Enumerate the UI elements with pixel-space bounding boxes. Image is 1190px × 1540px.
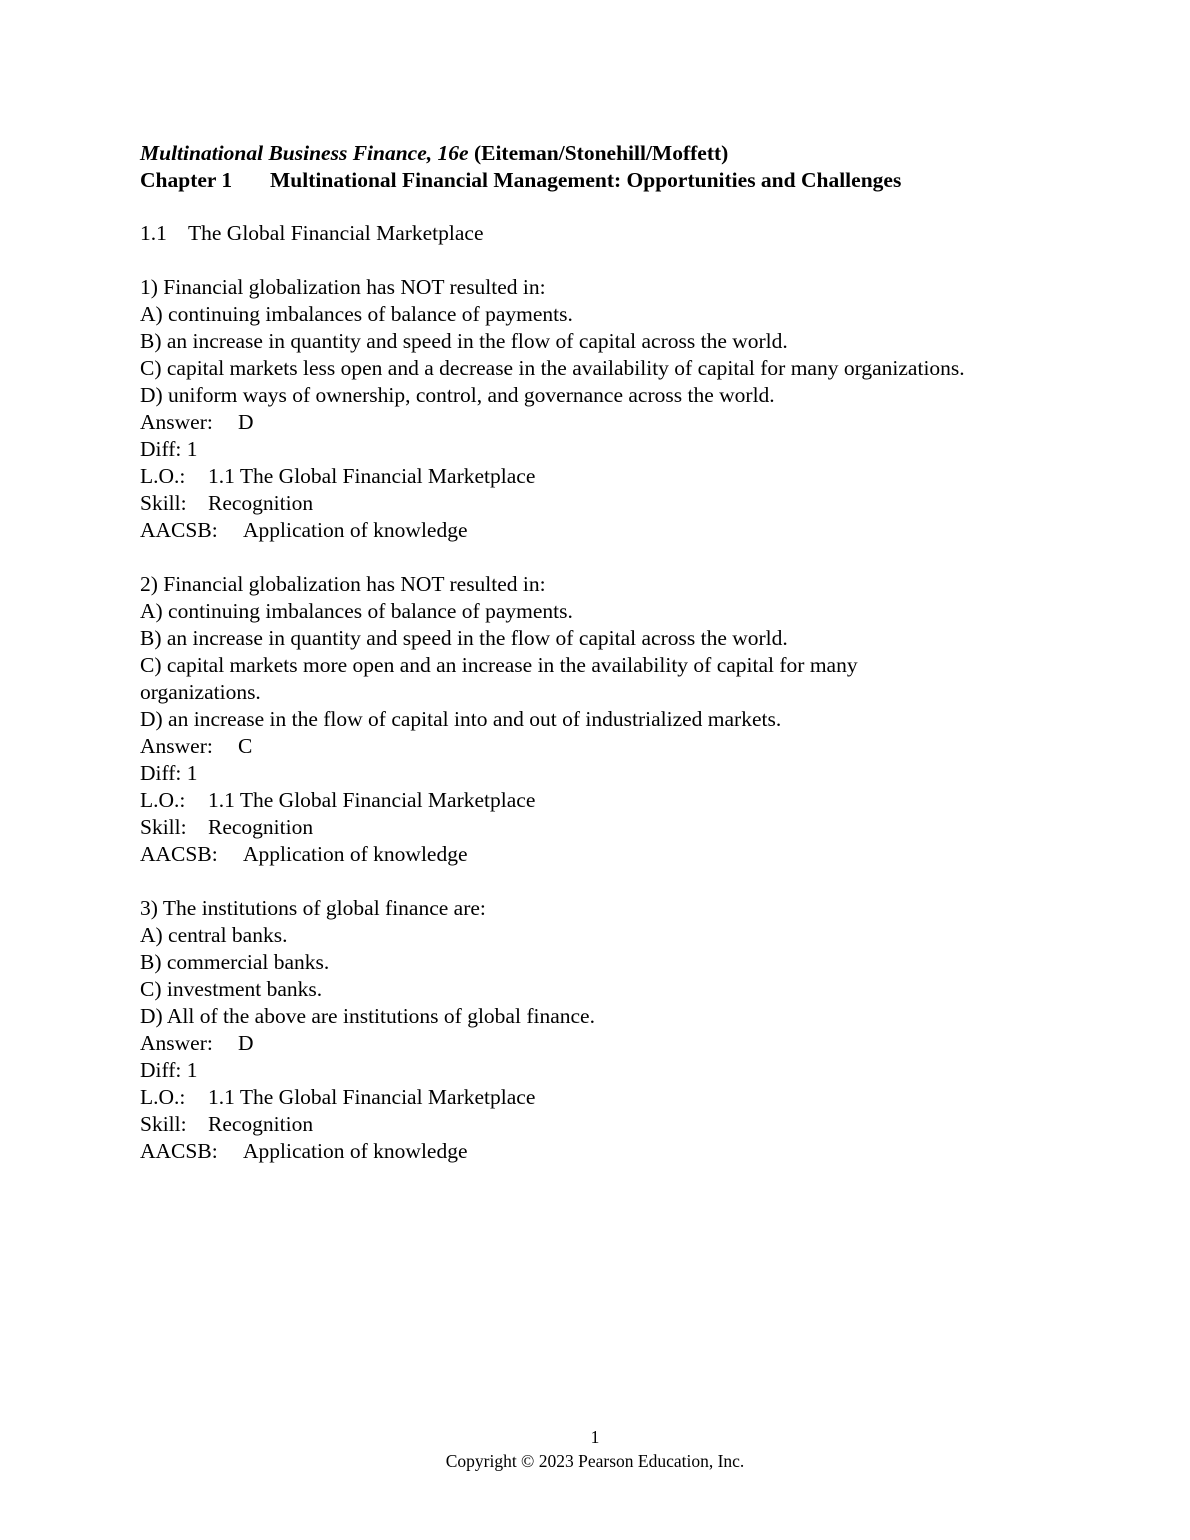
lo-value: 1.1 The Global Financial Marketplace [208,464,536,488]
aacsb-line [140,841,1060,868]
option-b: B) commercial banks. [140,950,330,974]
skill-value: Recognition [208,491,314,515]
lo-value: 1.1 The Global Financial Marketplace [208,788,536,812]
book-title-line [140,140,1060,167]
answer-value: D [238,410,254,434]
aacsb-value: Application of knowledge [243,1139,468,1163]
section-heading [140,220,1060,247]
answer-line [140,733,1060,760]
difficulty-line: Diff: 1 [140,761,198,785]
page-number: 1 [590,1427,600,1447]
answer-value: D [238,1031,254,1055]
lo-line [140,787,1060,814]
question-stem: 3) The institutions of global finance are: [140,896,486,920]
skill-value: Recognition [208,815,314,839]
option-c: C) capital markets more open and an increase in the availability of capital for many organizations. [140,653,858,704]
chapter-title: Multinational Financial Management: Opportunities and Challenges [270,168,902,192]
aacsb-line [140,1138,1060,1165]
skill-line [140,490,1060,517]
answer-label: Answer: [140,410,213,434]
chapter-heading [140,167,1060,194]
section-number: 1.1 [140,221,167,245]
chapter-label: Chapter 1 [140,168,233,192]
question-2 [140,571,1060,868]
lo-label: L.O.: [140,788,186,812]
aacsb-label: AACSB: [140,1139,218,1163]
aacsb-label: AACSB: [140,518,218,542]
option-d: D) All of the above are institutions of global finance. [140,1004,595,1028]
option-a: A) continuing imbalances of balance of payments. [140,302,573,326]
aacsb-value: Application of knowledge [243,842,468,866]
lo-line [140,1084,1060,1111]
answer-line [140,1030,1060,1057]
option-a: A) central banks. [140,923,288,947]
question-stem: 1) Financial globalization has NOT resulted in: [140,275,546,299]
answer-value: C [238,734,253,758]
option-c: C) investment banks. [140,977,323,1001]
skill-label: Skill: [140,1112,187,1136]
option-b: B) an increase in quantity and speed in the flow of capital across the world. [140,626,788,650]
option-b: B) an increase in quantity and speed in the flow of capital across the world. [140,329,788,353]
difficulty-line: Diff: 1 [140,1058,198,1082]
aacsb-value: Application of knowledge [243,518,468,542]
page-content [140,140,1060,1165]
aacsb-label: AACSB: [140,842,218,866]
answer-label: Answer: [140,1031,213,1055]
option-a: A) continuing imbalances of balance of payments. [140,599,573,623]
lo-label: L.O.: [140,1085,186,1109]
book-authors: (Eiteman/Stonehill/Moffett) [473,141,729,165]
difficulty-line: Diff: 1 [140,437,198,461]
skill-label: Skill: [140,815,187,839]
lo-value: 1.1 The Global Financial Marketplace [208,1085,536,1109]
question-3 [140,895,1060,1165]
skill-label: Skill: [140,491,187,515]
question-stem: 2) Financial globalization has NOT resulted in: [140,572,546,596]
option-d: D) uniform ways of ownership, control, and governance across the world. [140,383,775,407]
skill-value: Recognition [208,1112,314,1136]
option-d: D) an increase in the flow of capital into and out of industrialized markets. [140,707,782,731]
option-c: C) capital markets less open and a decrease in the availability of capital for many organizations. [140,356,965,380]
lo-label: L.O.: [140,464,186,488]
answer-label: Answer: [140,734,213,758]
skill-line [140,814,1060,841]
question-1 [140,274,1060,544]
skill-line [140,1111,1060,1138]
book-title: Multinational Business Finance, 16e [140,141,469,165]
answer-line [140,409,1060,436]
lo-line [140,463,1060,490]
aacsb-line [140,517,1060,544]
section-title: The Global Financial Marketplace [188,221,484,245]
copyright-notice: Copyright © 2023 Pearson Education, Inc. [445,1451,745,1471]
